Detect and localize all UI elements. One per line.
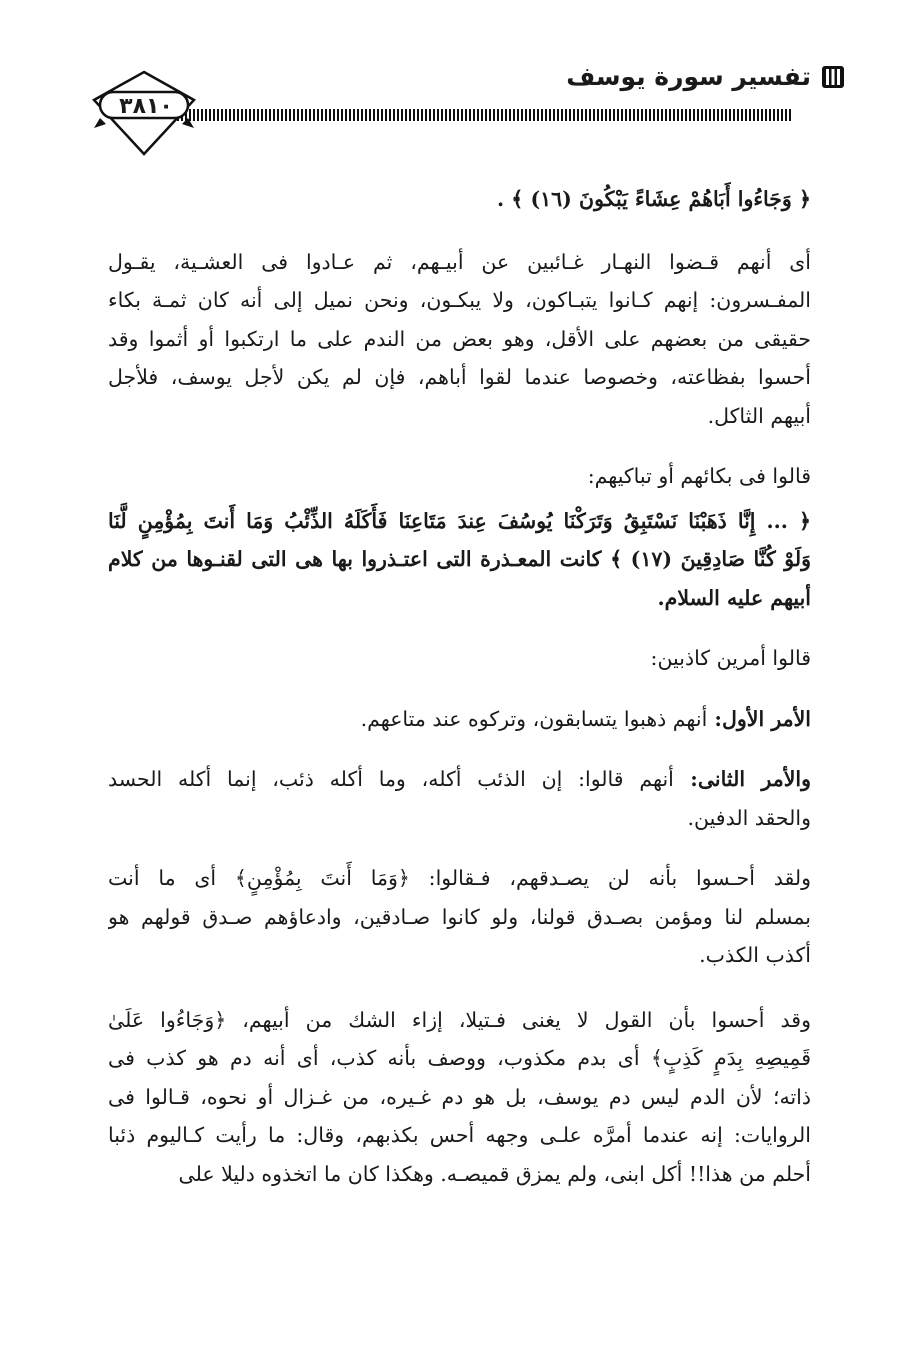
text-line: ولقد أحـسوا بأنه لن يصـدقهم، فـقالوا: ﴿وَمَا أَنتَ بِمُؤْمِنٍ﴾ أى ما أنت (108, 866, 811, 890)
ornament-icon (821, 64, 845, 90)
text-line: قَمِيصِهِ بِدَمٍ كَذِبٍ﴾ أى بدم مكذوب، ووصف بأنه كذب، أى أنه دم هو كذب فى (108, 1046, 811, 1070)
paragraph (108, 700, 811, 739)
text-line: الأمر الأول: أنهم ذهبوا يتسابقون، وتركوه عند متاعهم. (360, 706, 811, 731)
text-line: ﴿ ... إِنَّا ذَهَبْنَا نَسْتَبِقُ وَتَرَكْنَا يُوسُفَ عِندَ مَتَاعِنَا فَأَكَلَهُ الذِّئْبُ وَمَا أَنتَ بِمُؤْمِنٍ لَّنَا (108, 508, 811, 533)
paragraph (108, 243, 811, 436)
text-line: ذاته؛ لأن الدم ليس دم يوسف، بل هو دم غـيره، من غـزال أو نحوه، قـالوا فى (108, 1084, 811, 1109)
text-line: وقد أحسوا بأن القول لا يغنى فـتيلا، إزاء الشك من أبيهم، ﴿وَجَاءُوا عَلَىٰ (108, 1007, 811, 1032)
page-header (0, 0, 919, 165)
text-line: حقيقى من بعضهم على الأقل، وهو بعض من الندم على ما ارتكبوا أو أثموا وقد (108, 326, 811, 351)
text-line: أكذب الكذب. (699, 943, 811, 967)
text-line: أحسوا بفظاعته، وخصوصا عندما لقوا أباهم، فإن لم يكن لأجل يوسف، فلأجل (108, 365, 811, 389)
page-number: ٣٨١٠ (119, 94, 173, 119)
paragraph (108, 639, 811, 678)
bold-term: الأمر الأول: (707, 706, 811, 731)
text-line: قالوا فى بكائهم أو تباكيهم: (587, 464, 811, 488)
text-line: المفـسرون: إنهم كـانوا يتبـاكون، ولا يبكـون، ونحن نميل إلى أنه كان ثمـة بكاء (108, 288, 811, 312)
bold-term: والأمر الثانى: (673, 767, 811, 791)
header-rule (113, 109, 793, 121)
text-line: الروايات: إنه عندما أمرَّه علـى وجهه أحس بكذبهم، وقال: ما رأيت كـاليوم ذئبا (108, 1123, 811, 1147)
paragraph (108, 502, 811, 618)
text-line: بمسلم لنا ومؤمن بصـدق قولنا، ولو كانوا صـادقين، وادعاؤهم صـدق قولهم هو (108, 904, 811, 929)
text-line: وَلَوْ كُنَّا صَادِقِينَ (١٧) ﴾ كانت المعـذرة التى اعتـذروا بها هى التى لقنـوها من كلام (108, 547, 811, 571)
text-line: ﴿ وَجَاءُوا أَبَاهُمْ عِشَاءً يَبْكُونَ (١٦) ﴾ . (497, 187, 811, 211)
running-title: تفسير سورة يوسف (566, 62, 811, 91)
page-body (108, 160, 811, 1193)
text-line: أبيهم عليه السلام. (657, 585, 811, 610)
text-line: والحقد الدفين. (687, 805, 811, 830)
paragraph (108, 1001, 811, 1194)
text-line: أبيهم الثاكل. (707, 403, 811, 428)
paragraph (108, 180, 811, 219)
paragraph (108, 859, 811, 975)
text-line: والأمر الثانى: أنهم قالوا: إن الذئب أكله، وما أكله ذئب، إنما أكله الحسد (108, 767, 811, 791)
text-line: قالوا أمرين كاذبين: (650, 646, 811, 670)
paragraph (108, 457, 811, 496)
paragraph (108, 760, 811, 837)
text-line: أحلم من هذا!! أكل ابنى، ولم يمزق قميصـه. وهكذا كان ما اتخذوه دليلا على (178, 1161, 811, 1186)
text-line: أى أنهم قـضوا النهـار غـائبين عن أبيـهم، ثم عـادوا فى العشـية، يقـول (108, 249, 811, 274)
